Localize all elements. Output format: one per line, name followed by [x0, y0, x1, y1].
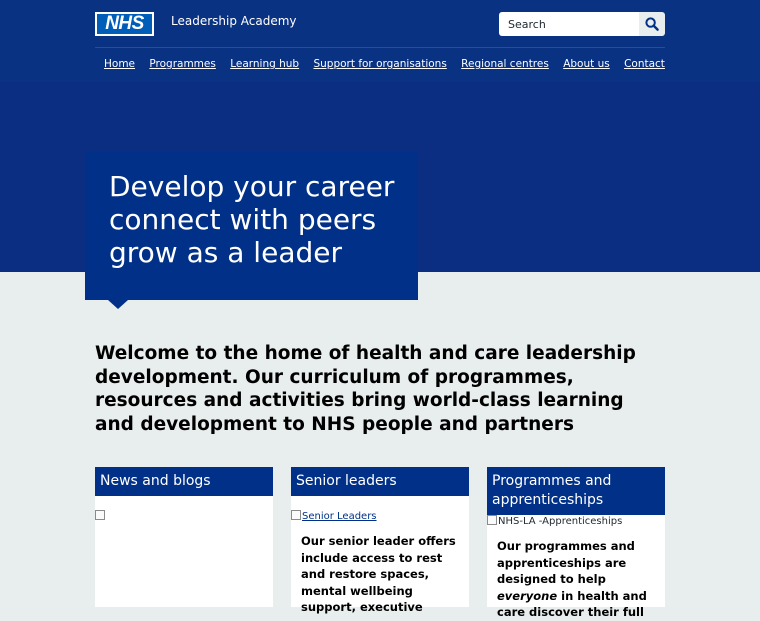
- hero-line-1: Develop your career: [109, 170, 395, 203]
- card-description-start: Our programmes and apprenticeships are designed to help: [497, 539, 635, 586]
- card-image[interactable]: [291, 510, 469, 522]
- nhs-logo-text: NHS: [97, 14, 152, 34]
- card-title[interactable]: Senior leaders: [291, 467, 469, 496]
- header-divider: [95, 47, 665, 48]
- card-senior-leaders[interactable]: [291, 467, 469, 614]
- hero-line-2: connect with peers: [109, 203, 377, 236]
- nav-about-us[interactable]: About us: [563, 58, 610, 70]
- org-name[interactable]: Leadership Academy: [171, 14, 297, 28]
- nav-support-for-organisations[interactable]: Support for organisations: [313, 58, 447, 70]
- nhs-logo[interactable]: [95, 12, 154, 36]
- card-description: Our senior leader offers include access to rest and restore spaces, mental wellbeing support, executive: [301, 534, 456, 614]
- card-image: [95, 510, 273, 522]
- nav-contact[interactable]: Contact: [624, 58, 665, 70]
- card-title[interactable]: News and blogs: [95, 467, 273, 496]
- site-header: [0, 0, 760, 82]
- broken-image-icon: [95, 510, 105, 520]
- hero-callout: [85, 152, 418, 300]
- card-description: [497, 538, 659, 621]
- search-form: [499, 12, 665, 36]
- search-icon: [645, 17, 659, 31]
- intro-text: Welcome to the home of health and care leadership development. Our curriculum of programmes, resources and activities bring world-class learning and development to NHS people and partners: [95, 343, 636, 435]
- card-image: [487, 515, 665, 527]
- hero-heading: [109, 170, 409, 269]
- nav-regional-centres[interactable]: Regional centres: [461, 58, 549, 70]
- card-description-emphasis: everyone: [497, 588, 558, 603]
- card-image-alt[interactable]: Senior Leaders: [302, 511, 377, 522]
- main-nav: [95, 58, 665, 74]
- broken-image-icon: [291, 510, 301, 520]
- card-title[interactable]: Programmes and apprenticeships: [487, 467, 665, 515]
- search-button[interactable]: [639, 12, 665, 36]
- broken-image-icon: [487, 515, 497, 525]
- search-input[interactable]: [499, 12, 639, 36]
- card-programmes-and-apprenticeships[interactable]: [487, 467, 665, 619]
- nav-learning-hub[interactable]: Learning hub: [230, 58, 300, 70]
- card-image-alt: NHS-LA -Apprenticeships: [498, 516, 623, 527]
- nav-home[interactable]: Home: [104, 58, 136, 70]
- card-description-end: in health and care discover their full: [497, 588, 647, 619]
- hero-line-3: grow as a leader: [109, 236, 342, 269]
- hero-callout-pointer: [108, 300, 128, 309]
- nav-programmes[interactable]: Programmes: [149, 58, 216, 70]
- card-news-and-blogs[interactable]: [95, 467, 273, 607]
